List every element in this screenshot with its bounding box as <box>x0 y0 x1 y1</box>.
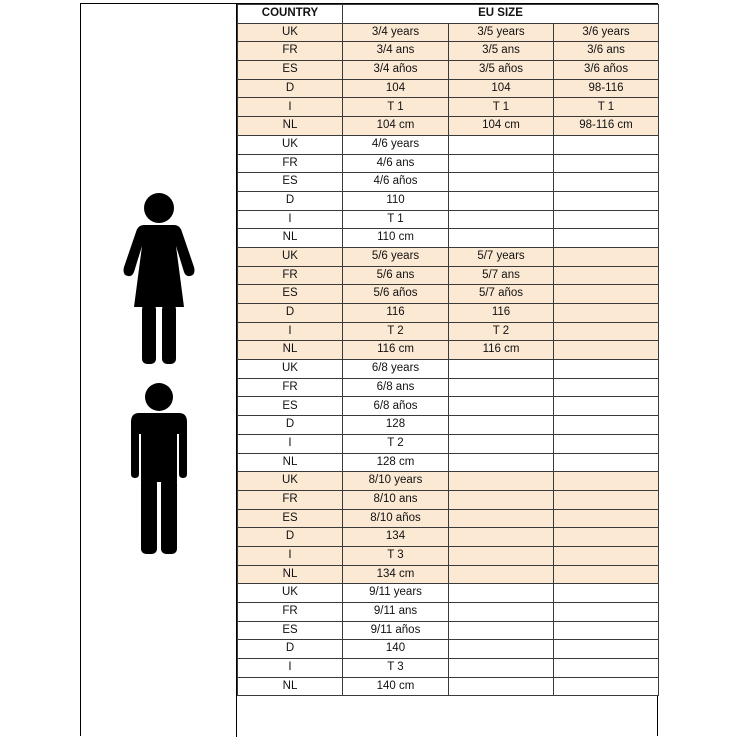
size-cell: 5/7 años <box>449 285 554 304</box>
table-row <box>238 247 659 266</box>
size-cell: 3/6 ans <box>554 42 659 61</box>
size-cell <box>449 509 554 528</box>
size-cell <box>554 677 659 696</box>
female-figure-icon <box>114 192 204 367</box>
size-cell <box>449 210 554 229</box>
table-row <box>238 659 659 678</box>
table-row <box>238 453 659 472</box>
size-cell <box>449 490 554 509</box>
country-code-cell: NL <box>238 453 343 472</box>
country-code-cell: D <box>238 528 343 547</box>
country-code-cell: FR <box>238 42 343 61</box>
size-cell <box>449 397 554 416</box>
table-row <box>238 98 659 117</box>
size-cell: 4/6 ans <box>343 154 449 173</box>
table-row <box>238 135 659 154</box>
size-cell <box>554 360 659 379</box>
size-table <box>237 4 659 696</box>
size-cell <box>554 584 659 603</box>
size-cell: 3/5 ans <box>449 42 554 61</box>
size-cell <box>554 453 659 472</box>
country-code-cell: D <box>238 640 343 659</box>
country-code-cell: FR <box>238 378 343 397</box>
size-cell <box>554 565 659 584</box>
size-cell: 5/6 años <box>343 285 449 304</box>
table-row <box>238 416 659 435</box>
country-code-cell: ES <box>238 509 343 528</box>
size-cell <box>554 341 659 360</box>
size-cell: 104 <box>343 79 449 98</box>
size-cell <box>554 546 659 565</box>
country-code-cell: ES <box>238 285 343 304</box>
size-cell: 3/5 years <box>449 23 554 42</box>
table-row <box>238 23 659 42</box>
size-cell: 98-116 cm <box>554 117 659 136</box>
size-cell: 98-116 <box>554 79 659 98</box>
size-table-body <box>238 23 659 696</box>
size-cell: 116 <box>343 304 449 323</box>
country-code-cell: NL <box>238 341 343 360</box>
table-row <box>238 360 659 379</box>
table-row <box>238 154 659 173</box>
size-cell: T 2 <box>343 322 449 341</box>
size-cell <box>554 191 659 210</box>
country-code-cell: FR <box>238 490 343 509</box>
size-cell: 5/6 years <box>343 247 449 266</box>
country-code-cell: NL <box>238 117 343 136</box>
table-row <box>238 490 659 509</box>
size-cell: 8/10 years <box>343 472 449 491</box>
size-cell: 5/6 ans <box>343 266 449 285</box>
country-code-cell: NL <box>238 565 343 584</box>
size-cell: 128 cm <box>343 453 449 472</box>
table-row <box>238 603 659 622</box>
size-cell <box>554 154 659 173</box>
size-cell: T 2 <box>343 434 449 453</box>
size-cell: 134 cm <box>343 565 449 584</box>
table-row <box>238 584 659 603</box>
size-cell <box>554 210 659 229</box>
size-cell: 4/6 años <box>343 173 449 192</box>
size-cell: 134 <box>343 528 449 547</box>
size-cell: 5/7 years <box>449 247 554 266</box>
size-chart-sheet <box>80 3 658 736</box>
size-cell: T 1 <box>343 98 449 117</box>
size-cell <box>449 640 554 659</box>
size-cell: 116 cm <box>449 341 554 360</box>
size-cell <box>554 378 659 397</box>
country-code-cell: UK <box>238 360 343 379</box>
size-cell: 4/6 years <box>343 135 449 154</box>
size-cell: 116 cm <box>343 341 449 360</box>
size-cell <box>554 640 659 659</box>
size-cell: 9/11 años <box>343 621 449 640</box>
male-figure-icon <box>123 382 195 556</box>
size-cell: T 2 <box>449 322 554 341</box>
country-code-cell: FR <box>238 603 343 622</box>
size-cell <box>554 621 659 640</box>
table-row <box>238 229 659 248</box>
country-code-cell: UK <box>238 135 343 154</box>
table-row <box>238 61 659 80</box>
size-cell <box>554 173 659 192</box>
size-cell: 6/8 ans <box>343 378 449 397</box>
size-cell <box>449 584 554 603</box>
size-cell: T 3 <box>343 659 449 678</box>
table-row <box>238 472 659 491</box>
table-row <box>238 640 659 659</box>
country-code-cell: D <box>238 304 343 323</box>
size-cell: 8/10 años <box>343 509 449 528</box>
size-cell <box>554 509 659 528</box>
country-code-cell: D <box>238 191 343 210</box>
size-cell <box>554 304 659 323</box>
size-cell <box>554 416 659 435</box>
size-cell: T 3 <box>343 546 449 565</box>
size-cell: 140 <box>343 640 449 659</box>
size-cell <box>554 528 659 547</box>
country-code-cell: UK <box>238 472 343 491</box>
size-cell: 104 <box>449 79 554 98</box>
table-row <box>238 42 659 61</box>
table-row <box>238 434 659 453</box>
size-cell: T 1 <box>449 98 554 117</box>
size-cell: 3/4 years <box>343 23 449 42</box>
country-code-cell: ES <box>238 173 343 192</box>
table-row <box>238 528 659 547</box>
size-cell <box>449 659 554 678</box>
size-cell <box>449 434 554 453</box>
size-cell <box>449 546 554 565</box>
country-code-cell: I <box>238 210 343 229</box>
table-row <box>238 509 659 528</box>
size-cell: 5/7 ans <box>449 266 554 285</box>
table-row <box>238 266 659 285</box>
table-row <box>238 546 659 565</box>
country-code-cell: FR <box>238 266 343 285</box>
country-code-cell: I <box>238 98 343 117</box>
size-cell <box>449 135 554 154</box>
table-row <box>238 285 659 304</box>
size-cell: T 1 <box>554 98 659 117</box>
size-cell <box>449 472 554 491</box>
table-row <box>238 191 659 210</box>
size-cell <box>449 416 554 435</box>
country-code-cell: UK <box>238 247 343 266</box>
country-code-cell: I <box>238 546 343 565</box>
table-row <box>238 341 659 360</box>
country-code-cell: D <box>238 79 343 98</box>
size-cell <box>554 247 659 266</box>
size-cell: 128 <box>343 416 449 435</box>
table-row <box>238 677 659 696</box>
country-code-cell: ES <box>238 621 343 640</box>
size-cell: 9/11 ans <box>343 603 449 622</box>
size-cell: 8/10 ans <box>343 490 449 509</box>
header-row <box>238 5 659 24</box>
size-cell <box>554 322 659 341</box>
size-cell <box>554 603 659 622</box>
country-code-cell: NL <box>238 677 343 696</box>
size-cell: T 1 <box>343 210 449 229</box>
size-cell <box>554 135 659 154</box>
size-cell <box>449 360 554 379</box>
size-cell: 6/8 años <box>343 397 449 416</box>
size-cell <box>554 434 659 453</box>
table-row <box>238 79 659 98</box>
country-code-cell: FR <box>238 154 343 173</box>
size-cell <box>554 472 659 491</box>
header-country: COUNTRY <box>238 5 343 24</box>
country-code-cell: I <box>238 659 343 678</box>
size-cell: 3/5 años <box>449 61 554 80</box>
header-eu-size: EU SIZE <box>343 5 659 24</box>
size-cell: 3/4 ans <box>343 42 449 61</box>
size-cell: 140 cm <box>343 677 449 696</box>
figures-panel <box>81 4 237 737</box>
size-cell <box>449 229 554 248</box>
table-row <box>238 210 659 229</box>
size-cell <box>449 378 554 397</box>
size-cell <box>449 154 554 173</box>
size-cell: 6/8 years <box>343 360 449 379</box>
size-cell <box>449 603 554 622</box>
country-code-cell: D <box>238 416 343 435</box>
size-cell <box>449 621 554 640</box>
size-cell <box>554 397 659 416</box>
size-cell: 116 <box>449 304 554 323</box>
table-row <box>238 621 659 640</box>
size-cell: 3/6 años <box>554 61 659 80</box>
size-cell: 3/6 years <box>554 23 659 42</box>
table-row <box>238 322 659 341</box>
size-cell <box>554 266 659 285</box>
country-code-cell: I <box>238 434 343 453</box>
table-row <box>238 304 659 323</box>
size-cell: 104 cm <box>449 117 554 136</box>
country-code-cell: UK <box>238 23 343 42</box>
size-cell: 3/4 años <box>343 61 449 80</box>
size-cell: 110 cm <box>343 229 449 248</box>
size-cell <box>449 191 554 210</box>
country-code-cell: UK <box>238 584 343 603</box>
size-cell <box>449 173 554 192</box>
table-row <box>238 117 659 136</box>
size-cell <box>449 528 554 547</box>
table-row <box>238 397 659 416</box>
size-cell <box>449 677 554 696</box>
size-cell <box>554 659 659 678</box>
size-cell: 110 <box>343 191 449 210</box>
country-code-cell: I <box>238 322 343 341</box>
table-row <box>238 173 659 192</box>
size-cell <box>449 453 554 472</box>
country-code-cell: ES <box>238 61 343 80</box>
size-cell <box>554 490 659 509</box>
table-row <box>238 565 659 584</box>
size-cell <box>554 285 659 304</box>
size-cell: 104 cm <box>343 117 449 136</box>
size-cell: 9/11 years <box>343 584 449 603</box>
size-cell <box>449 565 554 584</box>
country-code-cell: ES <box>238 397 343 416</box>
size-cell <box>554 229 659 248</box>
table-row <box>238 378 659 397</box>
country-code-cell: NL <box>238 229 343 248</box>
